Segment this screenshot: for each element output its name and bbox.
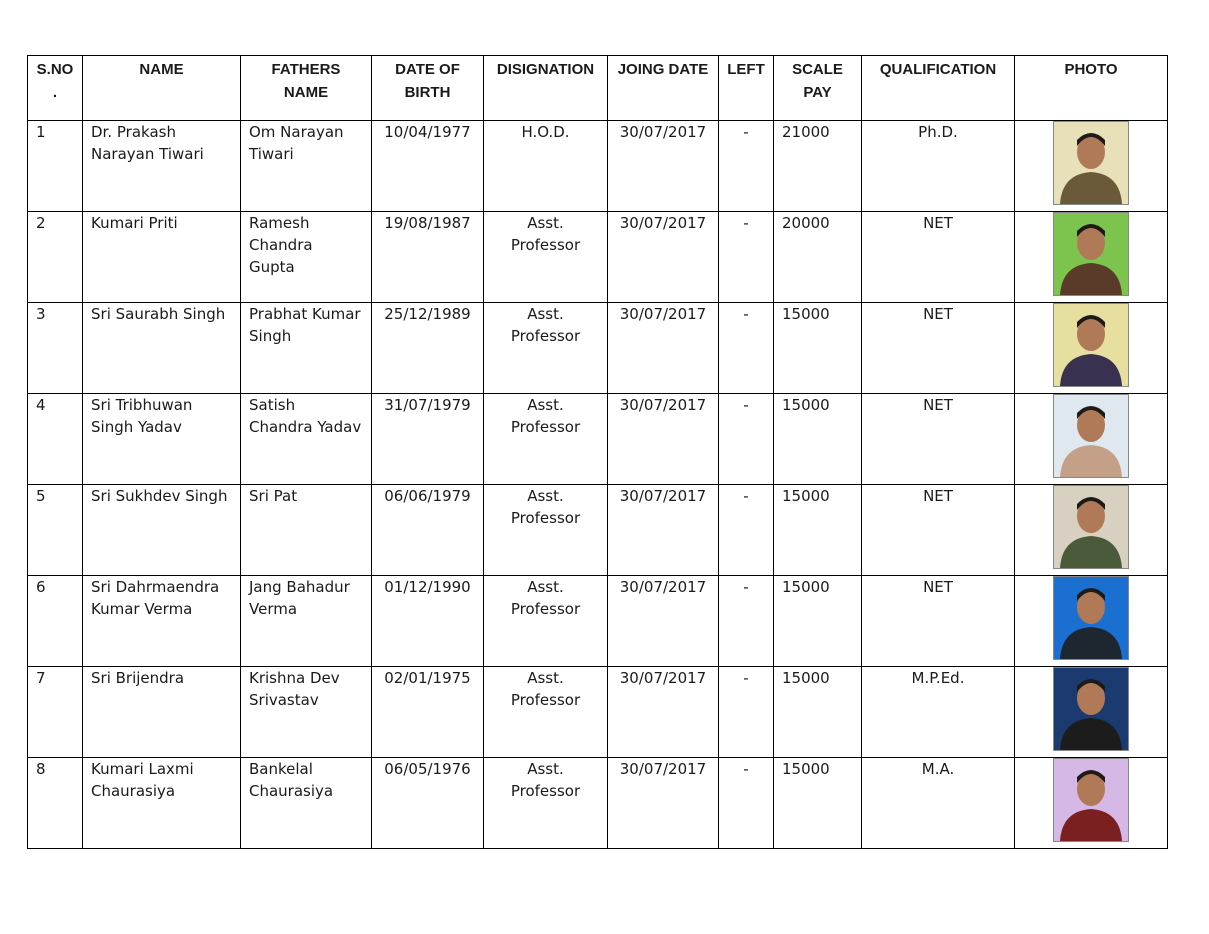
cell-sno: 7 [28,667,83,758]
cell-scale-pay: 15000 [774,394,862,485]
cell-father-name: Bankelal Chaurasiya [241,758,372,849]
cell-name: Sri Sukhdev Singh [83,485,241,576]
cell-photo [1015,758,1168,849]
cell-joining-date: 30/07/2017 [608,485,719,576]
cell-qualification: M.P.Ed. [862,667,1015,758]
cell-father-name: Satish Chandra Yadav [241,394,372,485]
table-row [28,576,1168,667]
cell-scale-pay: 15000 [774,758,862,849]
cell-scale-pay: 15000 [774,576,862,667]
cell-name: Dr. Prakash Narayan Tiwari [83,121,241,212]
table-row [28,303,1168,394]
cell-name: Kumari Priti [83,212,241,303]
cell-sno: 5 [28,485,83,576]
cell-photo [1015,394,1168,485]
cell-left: - [719,758,774,849]
cell-joining-date: 30/07/2017 [608,212,719,303]
cell-father-name: Prabhat Kumar Singh [241,303,372,394]
header-left: LEFT [719,56,774,121]
table-row [28,485,1168,576]
header-photo: PHOTO [1015,56,1168,121]
table-row [28,121,1168,212]
cell-left: - [719,485,774,576]
cell-photo [1015,667,1168,758]
cell-name: Sri Saurabh Singh [83,303,241,394]
cell-designation: Asst. Professor [484,576,608,667]
header-designation: DISIGNATION [484,56,608,121]
cell-scale-pay: 21000 [774,121,862,212]
cell-father-name: Om Narayan Tiwari [241,121,372,212]
cell-dob: 31/07/1979 [372,394,484,485]
cell-qualification: Ph.D. [862,121,1015,212]
cell-left: - [719,576,774,667]
table-row [28,212,1168,303]
cell-designation: Asst. Professor [484,212,608,303]
cell-dob: 06/05/1976 [372,758,484,849]
cell-name: Kumari Laxmi Chaurasiya [83,758,241,849]
cell-designation: Asst. Professor [484,758,608,849]
header-name: NAME [83,56,241,121]
cell-dob: 02/01/1975 [372,667,484,758]
cell-left: - [719,394,774,485]
cell-designation: Asst. Professor [484,303,608,394]
cell-joining-date: 30/07/2017 [608,121,719,212]
staff-photo [1053,212,1129,296]
cell-scale-pay: 15000 [774,667,862,758]
cell-father-name: Ramesh Chandra Gupta [241,212,372,303]
cell-scale-pay: 15000 [774,485,862,576]
cell-designation: Asst. Professor [484,394,608,485]
cell-qualification: NET [862,212,1015,303]
cell-photo [1015,121,1168,212]
cell-father-name: Sri Pat [241,485,372,576]
staff-photo [1053,121,1129,205]
cell-father-name: Krishna Dev Srivastav [241,667,372,758]
cell-dob: 19/08/1987 [372,212,484,303]
staff-photo [1053,394,1129,478]
staff-photo [1053,667,1129,751]
cell-photo [1015,576,1168,667]
cell-name: Sri Brijendra [83,667,241,758]
header-row [28,56,1168,121]
cell-left: - [719,303,774,394]
cell-joining-date: 30/07/2017 [608,394,719,485]
cell-left: - [719,121,774,212]
cell-dob: 10/04/1977 [372,121,484,212]
staff-table [27,55,1168,849]
cell-sno: 4 [28,394,83,485]
cell-sno: 1 [28,121,83,212]
staff-photo [1053,485,1129,569]
staff-photo [1053,303,1129,387]
cell-sno: 2 [28,212,83,303]
cell-father-name: Jang Bahadur Verma [241,576,372,667]
cell-qualification: NET [862,576,1015,667]
cell-dob: 01/12/1990 [372,576,484,667]
cell-joining-date: 30/07/2017 [608,303,719,394]
cell-name: Sri Tribhuwan Singh Yadav [83,394,241,485]
cell-designation: Asst. Professor [484,667,608,758]
header-scale-pay: SCALE PAY [774,56,862,121]
header-joining-date: JOING DATE [608,56,719,121]
cell-qualification: M.A. [862,758,1015,849]
cell-designation: H.O.D. [484,121,608,212]
staff-photo [1053,576,1129,660]
cell-left: - [719,212,774,303]
cell-dob: 06/06/1979 [372,485,484,576]
header-qualification: QUALIFICATION [862,56,1015,121]
header-dob: DATE OF BIRTH [372,56,484,121]
cell-name: Sri Dahrmaendra Kumar Verma [83,576,241,667]
staff-photo [1053,758,1129,842]
cell-qualification: NET [862,394,1015,485]
cell-photo [1015,303,1168,394]
cell-dob: 25/12/1989 [372,303,484,394]
cell-photo [1015,212,1168,303]
cell-scale-pay: 15000 [774,303,862,394]
table-row [28,667,1168,758]
cell-sno: 6 [28,576,83,667]
cell-scale-pay: 20000 [774,212,862,303]
header-fathers-name: FATHERS NAME [241,56,372,121]
cell-left: - [719,667,774,758]
cell-qualification: NET [862,303,1015,394]
table-row [28,758,1168,849]
header-sno: S.NO . [28,56,83,121]
cell-sno: 8 [28,758,83,849]
cell-joining-date: 30/07/2017 [608,667,719,758]
cell-joining-date: 30/07/2017 [608,758,719,849]
cell-photo [1015,485,1168,576]
table-row [28,394,1168,485]
cell-designation: Asst. Professor [484,485,608,576]
cell-qualification: NET [862,485,1015,576]
cell-sno: 3 [28,303,83,394]
cell-joining-date: 30/07/2017 [608,576,719,667]
